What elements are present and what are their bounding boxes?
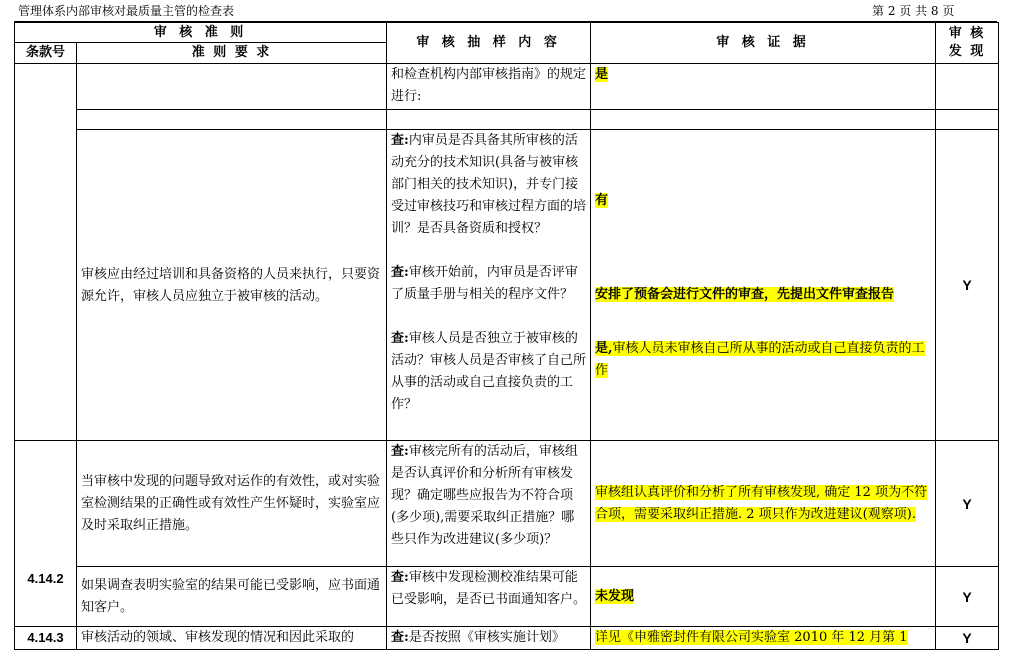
spacer bbox=[391, 240, 586, 262]
sampling-cell bbox=[387, 130, 591, 441]
finding-cell: Y bbox=[936, 441, 999, 567]
finding-header-line1: 审 核 bbox=[948, 26, 986, 41]
evidence-item-1: 有 bbox=[595, 193, 609, 208]
evidence-cell bbox=[591, 627, 936, 650]
finding-cell bbox=[936, 110, 999, 130]
table-row bbox=[15, 627, 999, 650]
criteria-cell bbox=[77, 110, 387, 130]
evidence-cell bbox=[591, 441, 936, 567]
evidence-text: 未发现 bbox=[595, 588, 635, 604]
finding-cell bbox=[936, 64, 999, 110]
finding-header-line2: 发 现 bbox=[948, 44, 986, 59]
evidence-text: 详见《申雅密封件有限公司实验室 2010 年 12 月第 1 bbox=[595, 630, 908, 645]
table-row bbox=[15, 110, 999, 130]
evidence-item-3: 是,审核人员未审核自己所从事的活动或自己直接负责的工作 bbox=[595, 341, 925, 378]
sampling-question-1: 查:内审员是否具备其所审核的活动充分的技术知识(具备与被审核部门相关的技术知识)，并专门接受过审核技巧和审核过程方面的培训？是否具备资质和授权？ bbox=[391, 133, 587, 236]
spacer bbox=[391, 306, 586, 328]
finding-cell: Y bbox=[936, 627, 999, 650]
evidence-item-2: 安排了预备会进行文件的审查，先提出文件审查报告 bbox=[595, 287, 895, 302]
evidence-cell bbox=[591, 110, 936, 130]
table-row bbox=[15, 130, 999, 441]
spacer bbox=[595, 212, 931, 284]
sampling-header: 审 核 抽 样 内 容 bbox=[387, 23, 591, 64]
finding-cell: Y bbox=[936, 567, 999, 627]
page-header bbox=[0, 0, 1011, 22]
document-title: 管理体系内部审核对最质量主管的检查表 bbox=[18, 4, 235, 18]
evidence-cell bbox=[591, 130, 936, 441]
criteria-cell: 如果调查表明实验室的结果可能已受影响，应书面通知客户。 bbox=[77, 567, 387, 627]
table-row bbox=[15, 441, 999, 567]
table-row bbox=[15, 64, 999, 110]
table-header-row bbox=[15, 23, 999, 43]
sampling-question-2: 查:审核开始前，内审员是否评审了质量手册与相关的程序文件？ bbox=[391, 265, 578, 302]
finding-cell: Y bbox=[936, 130, 999, 441]
evidence-cell bbox=[591, 64, 936, 110]
spacer bbox=[595, 306, 931, 338]
sampling-question-3: 查:审核人员是否独立于被审核的活动？审核人员是否审核了自己所从事的活动或自己直接负责的工作？ bbox=[391, 331, 587, 412]
evidence-text: 是 bbox=[595, 67, 609, 82]
finding-header bbox=[936, 23, 999, 64]
evidence-cell bbox=[591, 567, 936, 627]
criteria-req-header: 准 则 要 求 bbox=[77, 43, 387, 64]
sampling-cell: 查:是否按照《审核实施计划》 bbox=[387, 627, 591, 650]
criteria-group-header: 审 核 准 则 bbox=[15, 23, 387, 43]
audit-checklist-table bbox=[14, 22, 999, 650]
sampling-cell: 和检查机构内部审核指南》的规定进行: bbox=[387, 64, 591, 110]
criteria-cell: 当审核中发现的问题导致对运作的有效性，或对实验室检测结果的正确性或有效性产生怀疑时，实验室应及时采取纠正措施。 bbox=[77, 441, 387, 567]
sampling-cell bbox=[387, 110, 591, 130]
table-row bbox=[15, 567, 999, 627]
page-number: 第 2 页 共 8 页 bbox=[872, 4, 955, 18]
clause-cell: 4.14.2 bbox=[15, 441, 77, 627]
evidence-text: 审核组认真评价和分析了所有审核发现, 确定 12 项为不符合项，需要采取纠正措施. 2 项只作为改进建议(观察项). bbox=[595, 484, 928, 522]
clause-no-header: 条款号 bbox=[15, 43, 77, 64]
clause-cell bbox=[15, 64, 77, 441]
spacer bbox=[595, 130, 931, 190]
criteria-cell: 审核活动的领域、审核发现的情况和因此采取的 bbox=[77, 627, 387, 650]
evidence-header: 审 核 证 据 bbox=[591, 23, 936, 64]
criteria-cell bbox=[77, 64, 387, 110]
sampling-cell: 查:审核中发现检测校准结果可能已受影响，是否已书面通知客户。 bbox=[387, 567, 591, 627]
clause-cell: 4.14.3 bbox=[15, 627, 77, 650]
criteria-cell: 审核应由经过培训和具备资格的人员来执行，只要资源允许，审核人员应独立于被审核的活动。 bbox=[77, 130, 387, 441]
sampling-cell: 查:审核完所有的活动后，审核组是否认真评价和分析所有审核发现？确定哪些应报告为不符合项(多少项),需要采取纠正措施？哪些只作为改进建议(多少项)？ bbox=[387, 441, 591, 567]
